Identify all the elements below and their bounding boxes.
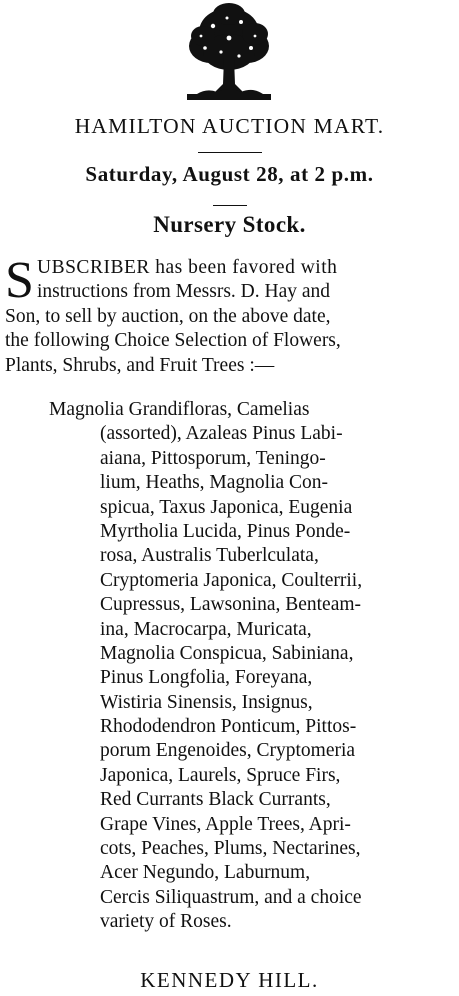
sale-date: Saturday, August 28, at 2 p.m. [85,162,374,186]
plant-line: variety of Roses. [100,911,232,933]
plant-line: Cryptomeria Japonica, Coulterrii, [100,569,363,591]
plant-line: Pinus Longfolia, Foreyana, [100,667,313,689]
plant-line: spicua, Taxus Japonica, Eugenia [100,496,353,518]
tree-icon [183,2,275,102]
divider-rule [198,152,262,153]
plant-line: Rhododendron Ponticum, Pittos- [100,716,357,738]
plant-list [49,398,455,935]
plant-line: Grape Vines, Apple Trees, Apri- [100,813,351,835]
plant-line: Japonica, Laurels, Spruce Firs, [100,764,341,786]
plant-line: Wistiria Sinensis, Insignus, [100,691,313,713]
intro-line: UBSCRIBER has been favored with [37,257,338,278]
auction-heading: HAMILTON AUCTION MART. [74,114,385,138]
plant-line: Magnolia Grandifloras, Camelias [49,399,310,420]
intro-line: instructions from Messrs. D. Hay and [37,281,331,303]
plant-line: Cupressus, Lawsonina, Benteam- [100,594,362,616]
plant-line: (assorted), Azaleas Pinus Labi- [100,423,343,445]
plant-line: lium, Heaths, Magnolia Con- [100,472,329,494]
drop-cap: S [5,252,34,309]
divider-rule [213,205,247,206]
plant-line: Myrtholia Lucida, Pinus Ponde- [100,520,351,542]
plant-line: porum Engenoides, Cryptomeria [100,740,356,762]
plant-line: Cercis Siliquastrum, and a choice [100,886,362,908]
auctioneer-signature: KENNEDY HILL. [140,968,319,992]
plant-line: Red Currants Black Currants, [100,789,331,811]
plant-line: rosa, Australis Tuberlculata, [100,545,319,567]
plant-line: aiana, Pittosporum, Teningo- [100,447,326,469]
intro-line: the following Choice Selection of Flowers, [5,330,341,352]
intro-line: Son, to sell by auction, on the above date, [5,305,331,327]
intro-line: Plants, Shrubs, and Fruit Trees :— [5,354,275,376]
sale-title: Nursery Stock. [153,212,306,237]
intro-paragraph [5,252,455,378]
plant-line: cots, Peaches, Plums, Nectarines, [100,838,361,860]
plant-line: ina, Macrocarpa, Muricata, [100,618,312,640]
plant-line: Magnolia Conspicua, Sabiniana, [100,642,354,664]
plant-line: Acer Negundo, Laburnum, [100,862,311,884]
